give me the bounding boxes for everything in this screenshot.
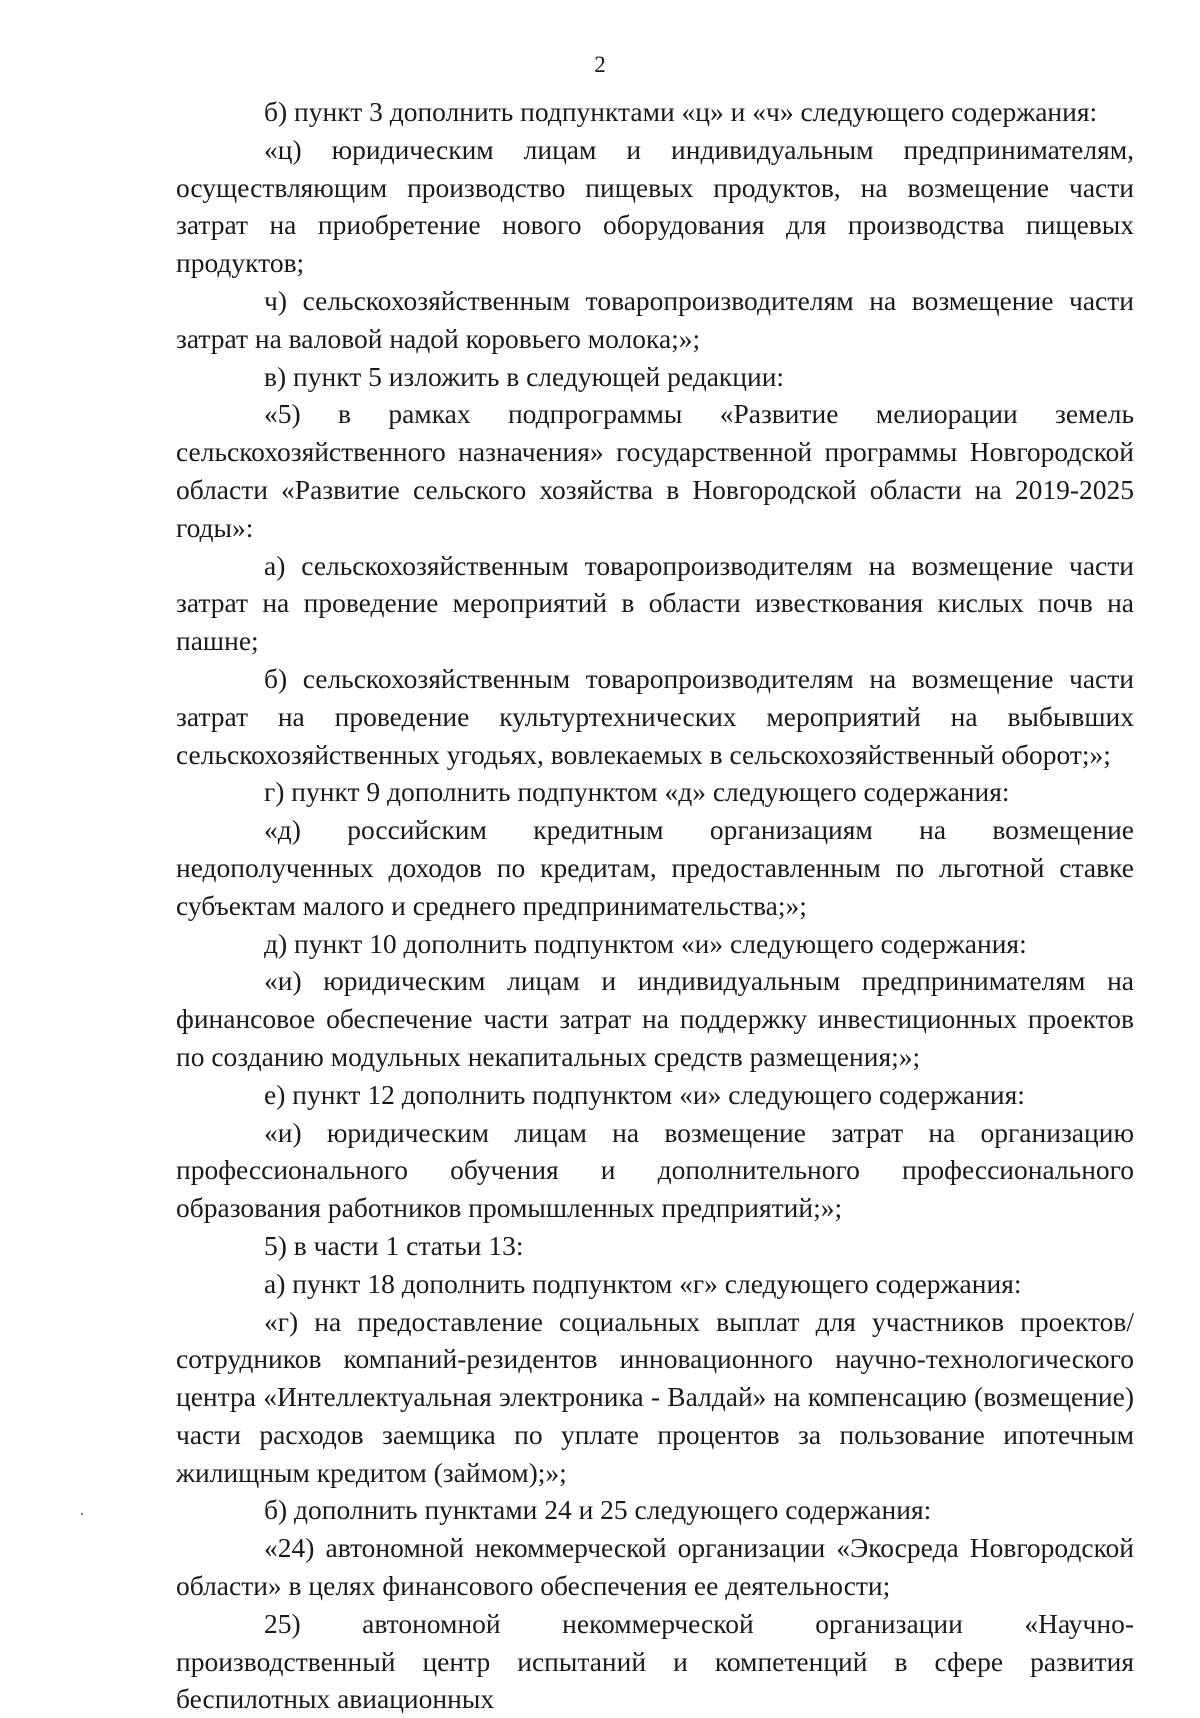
scan-speck bbox=[81, 1513, 83, 1515]
paragraph: б) пункт 3 дополнить подпунктами «ц» и «ч» следующего содержания: bbox=[264, 96, 1098, 127]
document-body bbox=[176, 93, 1134, 1718]
paragraph: «и) юридическим лицам и индивидуальным предпринимателям на финансовое обеспечение части затрат на поддержку инвестиционных проектов по созданию модульных некапитальных средств размещения;»; bbox=[176, 965, 1134, 1072]
paragraph: «5) в рамках подпрограммы «Развитие мелиорации земель сельскохозяйственного назначения» государственной программы Новгородской области «Развитие сельского хозяйства в Новгородской области на 2019-2025 годы»: bbox=[176, 398, 1134, 543]
paragraph: д) пункт 10 дополнить подпунктом «и» следующего содержания: bbox=[264, 927, 1027, 959]
paragraph: «ц) юридическим лицам и индивидуальным предпринимателям, осуществляющим производство пищевых продуктов, на возмещение части затрат на приобретение нового оборудования для производства пищевых продуктов; bbox=[176, 133, 1134, 279]
paragraph: в) пункт 5 изложить в следующей редакции: bbox=[264, 360, 785, 392]
paragraph: а) пункт 18 дополнить подпунктом «г» следующего содержания: bbox=[264, 1267, 1022, 1299]
paragraph: «24) автономной некоммерческой организации «Экосреда Новгородской области» в целях финансового обеспечения ее деятельности; bbox=[176, 1532, 1134, 1602]
page-number: 2 bbox=[594, 52, 606, 77]
paragraph: 5) в части 1 статьи 13: bbox=[264, 1229, 524, 1261]
paragraph: «и) юридическим лицам на возмещение затрат на организацию профессионального обучения и дополнительного профессионального образования работников промышленных предприятий;»; bbox=[176, 1116, 1134, 1224]
paragraph: «д) российским кредитным организациям на возмещение недополученных доходов по кредитам, предоставленным по льготной ставке субъектам малого и среднего предпринимательства;»; bbox=[176, 814, 1134, 921]
paragraph: е) пункт 12 дополнить подпунктом «и» следующего содержания: bbox=[264, 1078, 1025, 1110]
paragraph: ч) сельскохозяйственным товаропроизводителям на возмещение части затрат на валовой надой коровьего молока;»; bbox=[176, 284, 1134, 354]
paragraph: 25) автономной некоммерческой организации «Научно-производственный центр испытаний и компетенций в сфере развития беспилотных авиационных bbox=[176, 1607, 1134, 1715]
paragraph: а) сельскохозяйственным товаропроизводителям на возмещение части затрат на проведение мероприятий в области известкования кислых почв на пашне; bbox=[176, 549, 1134, 657]
paragraph: б) дополнить пунктами 24 и 25 следующего содержания: bbox=[264, 1494, 932, 1526]
paragraph: г) пункт 9 дополнить подпунктом «д» следующего содержания: bbox=[264, 776, 1010, 808]
paragraph: б) сельскохозяйственным товаропроизводителям на возмещение части затрат на проведение культуртехнических мероприятий на выбывших сельскохозяйственных угодьях, вовлекаемых в сельскохозяйственный оборот;»; bbox=[176, 662, 1134, 770]
paragraph: «г) на предоставление социальных выплат для участников проектов/сотрудников компаний-резидентов инновационного научно-технологического центра «Интеллектуальная электроника - Валдай» на компенсацию (возмещение) части расходов заемщика по уплате процентов за пользование ипотечным жилищным кредитом (займом);»; bbox=[176, 1305, 1134, 1488]
